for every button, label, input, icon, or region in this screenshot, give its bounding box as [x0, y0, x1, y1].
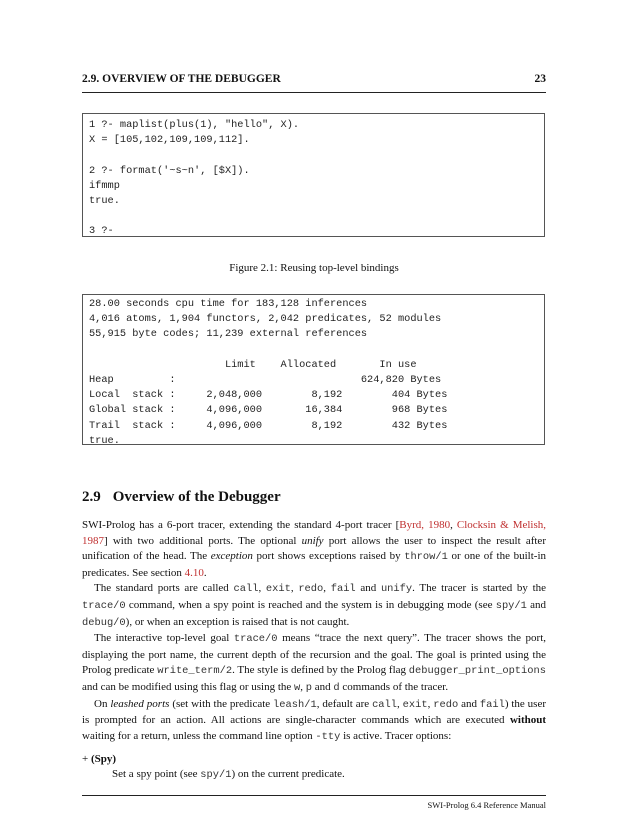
- statistics-box: [82, 294, 545, 445]
- paragraph-3: The interactive top-level goal trace/0 means “trace the next query”. The tracer shows the port, displaying the port name, the current depth of the recursion and the goal. The goal is printed using the Prolog predicate write_term/2. The style is defined by the Prolog flag debugger_print_options and can be modified using this flag or using the w, p and d commands of the tracer.: [82, 632, 547, 694]
- paragraph-4: On leashed ports (set with the predicate leash/1, default are call, exit, redo and fail) the user is prompted for an action. All actions are single-character commands which are executed without waiting for a return, unless the command line option -tty is active. Tracer options:: [82, 697, 547, 743]
- stats-line: true.: [89, 434, 120, 447]
- code-line: 2 ?- format('~s~n', [$X]).: [89, 164, 250, 177]
- running-header: [82, 73, 546, 89]
- figure-code-box: [82, 113, 545, 237]
- section-title-text: Overview of the Debugger: [112, 489, 281, 505]
- citation-byrd[interactable]: Byrd, 1980: [399, 519, 451, 531]
- code-line: X = [105,102,109,109,112].: [89, 134, 250, 147]
- stats-line: Limit Allocated In use: [89, 358, 417, 371]
- stats-line: Global stack : 4,096,000 16,384 968 Bytes: [89, 404, 448, 417]
- stats-line: [89, 343, 447, 358]
- figure-caption: Figure 2.1: Reusing top-level bindings: [229, 262, 399, 274]
- section-heading: [82, 489, 281, 506]
- option-term: + (Spy): [82, 753, 117, 765]
- stats-line: Trail stack : 4,096,000 8,192 432 Bytes: [89, 419, 448, 432]
- footer-text: SWI-Prolog 6.4 Reference Manual: [427, 800, 546, 810]
- stats-line: 28.00 seconds cpu time for 183,128 inferences: [89, 298, 368, 310]
- section-number: 2.9: [82, 489, 101, 505]
- code-line: true.: [89, 195, 120, 208]
- header-rule: [82, 92, 546, 93]
- option-description: Set a spy point (see spy/1) on the current predicate.: [112, 768, 345, 782]
- code-line: 3 ?-: [89, 225, 114, 238]
- statistics-output: [89, 297, 447, 449]
- code-line: ifmmp: [89, 179, 120, 192]
- figure-code: [89, 118, 299, 240]
- header-section-title: 2.9. OVERVIEW OF THE DEBUGGER: [82, 73, 281, 85]
- body-text: [82, 518, 546, 745]
- header-page-number: 23: [534, 73, 546, 85]
- stats-line: 4,016 atoms, 1,904 functors, 2,042 predicates, 52 modules: [89, 313, 442, 326]
- code-line: [89, 148, 299, 163]
- stats-line: Local stack : 2,048,000 8,192 404 Bytes: [89, 389, 448, 402]
- stats-line: 55,915 byte codes; 11,239 external references: [89, 328, 368, 341]
- footer-rule: [82, 795, 546, 796]
- stats-line: Heap : 624,820 Bytes: [89, 374, 442, 387]
- section-link-4-10[interactable]: 4.10: [184, 566, 204, 579]
- code-line: [89, 209, 299, 224]
- citation-clocksin[interactable]: Clocksin & Melish, 1987: [82, 519, 547, 547]
- code-line: 1 ?- maplist(plus(1), "hello", X).: [89, 119, 300, 131]
- tracer-option-spy: [82, 752, 546, 784]
- paragraph-2: The standard ports are called call, exit, redo, fail and unify. The tracer is started by the trace/0 command, when a spy point is reached and the system is in debugging mode (see spy/1 and debug/0), or when an exception is raised that is not caught.: [82, 582, 547, 629]
- paragraph-1: SWI-Prolog has a 6-port tracer, extending the standard 4-port tracer [Byrd, 1980, Clocksin & Melish, 1987] with two additional ports. The optional unify port allows the user to inspect the result after unification of the head. The exception port shows exceptions raised by throw/1 or one of the built-in predicates. See section 4.10.: [82, 519, 547, 579]
